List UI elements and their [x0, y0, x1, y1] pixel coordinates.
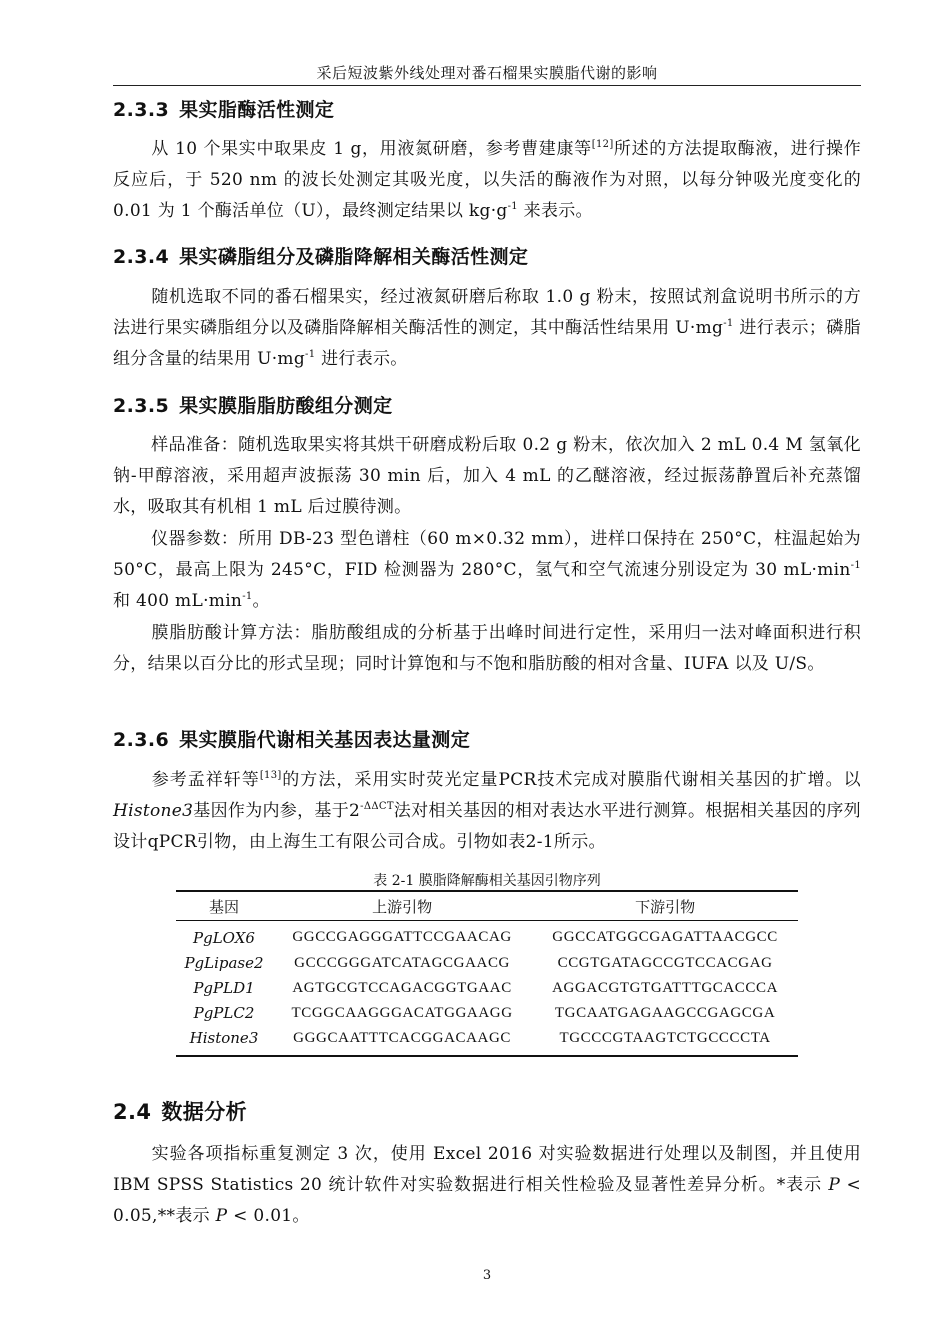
forward-primer-cell: GCCCGGGATCATAGCGAACG — [294, 954, 510, 971]
section-number: 2.4 — [113, 1100, 152, 1124]
text: 法对相关基因的相对表达水平进行测算。根据相关基因的序列设计qPCR引物，由上海生工有限公司合成。引物如表2-1所示。 — [113, 801, 861, 852]
section-heading-2-3-4 — [113, 242, 528, 269]
forward-primer-cell: GGGCAATTTCACGGACAAGC — [293, 1029, 512, 1046]
running-head: 采后短波紫外线处理对番石榴果实膜脂代谢的影响 — [316, 64, 658, 82]
section-number: 2.3.5 — [113, 395, 170, 417]
citation-ref: [12] — [591, 139, 614, 150]
column-header-reverse: 下游引物 — [635, 897, 696, 916]
paragraph-lipase-method — [113, 134, 861, 227]
text: 参考孟祥轩等 — [151, 770, 260, 790]
text: 样品准备：随机选取果实将其烘干研磨成粉后取 0.2 g 粉末，依次加入 2 mL 0.4 M 氢氧化钠-甲醇溶液，采用超声波振荡 30 min 后，加入 4 mL 的乙醚溶液，经过振荡静置后补充蒸馏水，吸取其有机相 1 mL 后过膜待测。 — [113, 435, 861, 517]
section-number: 2.3.6 — [113, 729, 170, 751]
paragraph-sample-prep — [113, 430, 861, 523]
reverse-primer-cell: TGCCCGTAAGTCTGCCCCTA — [559, 1029, 771, 1046]
superscript: -ΔΔCT — [360, 801, 394, 812]
superscript: -1 — [242, 591, 253, 602]
table-header-row — [176, 891, 798, 921]
p-symbol: P — [215, 1206, 228, 1226]
text: 仪器参数：所用 DB-23 型色谱柱（60 m×0.32 mm），进样口保持在 250°C，柱温起始为 50°C，最高上限为 245°C，FID 检测器为 280°C，氢气和空气流速分别设定为 30 mL·min — [113, 529, 861, 580]
section-number: 2.3.4 — [113, 246, 170, 268]
paragraph-fatty-acid-calc — [113, 618, 861, 680]
reverse-primer-cell: TGCAATGAGAAGCCGAGCGA — [554, 1004, 776, 1021]
citation-ref: [13] — [259, 770, 282, 781]
text: 。 — [252, 591, 270, 611]
text: 膜脂肪酸计算方法：脂肪酸组成的分析基于出峰时间进行定性，采用归一法对峰面积进行积分，结果以百分比的形式呈现；同时计算饱和与不饱和脂肪酸的相对含量、IUFA 以及 U/S。 — [113, 623, 861, 674]
section-title: 果实磷脂组分及磷脂降解相关酶活性测定 — [179, 246, 529, 268]
forward-primer-cell: AGTGCGTCCAGACGGTGAAC — [292, 979, 512, 996]
gene-cell: PgPLD1 — [193, 979, 255, 997]
reverse-primer-cell: AGGACGTGTGATTTGCACCCA — [552, 979, 779, 996]
table-row — [176, 921, 798, 951]
column-header-gene: 基因 — [208, 897, 239, 916]
gene-name: Histone3 — [113, 801, 194, 821]
text: 实验各项指标重复测定 3 次，使用 Excel 2016 对实验数据进行处理以及制图，并且使用 IBM SPSS Statistics 20 统计软件对实验数据进行相关性检验及显著性差异分析。*表示 — [113, 1144, 861, 1195]
section-title: 果实膜脂脂肪酸组分测定 — [179, 395, 393, 417]
gene-cell: PgPLC2 — [193, 1004, 255, 1022]
p-symbol: P — [828, 1175, 841, 1195]
superscript: -1 — [723, 318, 734, 329]
header-rule — [113, 85, 861, 86]
paragraph-phospholipid-method — [113, 282, 861, 375]
text: 进行表示；磷脂组分含量的结果用 U·mg — [113, 318, 861, 369]
table-caption: 表 2-1 膜脂降解酶相关基因引物序列 — [373, 873, 601, 889]
gene-cell: PgLOX6 — [193, 928, 255, 947]
reverse-primer-cell: GGCCATGGCGAGATTAACGCC — [552, 929, 778, 946]
section-title: 果实膜脂代谢相关基因表达量测定 — [179, 729, 471, 751]
forward-primer-cell: TCGGCAAGGGACATGGAAGG — [291, 1004, 513, 1021]
text: < 0.05,**表示 — [113, 1175, 862, 1226]
section-heading-2-3-5 — [113, 391, 393, 418]
section-heading-2-3-3 — [113, 95, 334, 122]
text: 从 10 个果实中取果皮 1 g，用液氮研磨，参考曹建康等 — [151, 139, 592, 159]
text: 进行表示。 — [315, 349, 408, 369]
text: 和 400 mL·min — [113, 591, 243, 611]
superscript: -1 — [507, 201, 518, 212]
section-heading-2-3-6 — [113, 725, 470, 752]
paragraph-instrument-params — [113, 524, 861, 617]
section-title: 果实脂酶活性测定 — [179, 99, 335, 121]
forward-primer-cell: GGCCGAGGGATTCCGAACAG — [292, 929, 512, 946]
text: 的方法，采用实时荧光定量PCR技术完成对膜脂代谢相关基因的扩增。以 — [281, 770, 861, 790]
table-row — [176, 1026, 798, 1056]
paragraph-data-analysis — [113, 1139, 861, 1232]
text: 随机选取不同的番石榴果实，经过液氮研磨后称取 1.0 g 粉末，按照试剂盒说明书所示的方法进行果实磷脂组分以及磷脂降解相关酶活性的测定，其中酶活性结果用 U·mg — [113, 287, 861, 338]
gene-cell: Histone3 — [189, 1029, 259, 1047]
reverse-primer-cell: CCGTGATAGCCGTCCACGAG — [557, 954, 773, 971]
page-number: 3 — [482, 1268, 492, 1283]
paragraph-qpcr-method — [113, 765, 861, 858]
primer-table — [176, 890, 798, 1057]
column-header-forward: 上游引物 — [372, 897, 433, 916]
superscript: -1 — [305, 349, 316, 360]
table-row — [176, 1001, 798, 1026]
text: < 0.01。 — [227, 1206, 310, 1226]
superscript: -1 — [850, 560, 861, 571]
section-heading-2-4 — [113, 1096, 247, 1126]
table-row — [176, 976, 798, 1001]
section-title: 数据分析 — [161, 1100, 248, 1124]
text: 所述的方法提取酶液，进行操作反应后，于 520 nm 的波长处测定其吸光度，以失活的酶液作为对照，以每分钟吸光度变化的 0.01 为 1 个酶活单位（U），最终测定结果以 kg·g — [113, 139, 861, 221]
gene-cell: PgLipase2 — [184, 954, 264, 972]
text: 基因作为内参，基于2 — [193, 801, 361, 821]
section-number: 2.3.3 — [113, 99, 170, 121]
text: 来表示。 — [517, 201, 593, 221]
table-row — [176, 951, 798, 976]
